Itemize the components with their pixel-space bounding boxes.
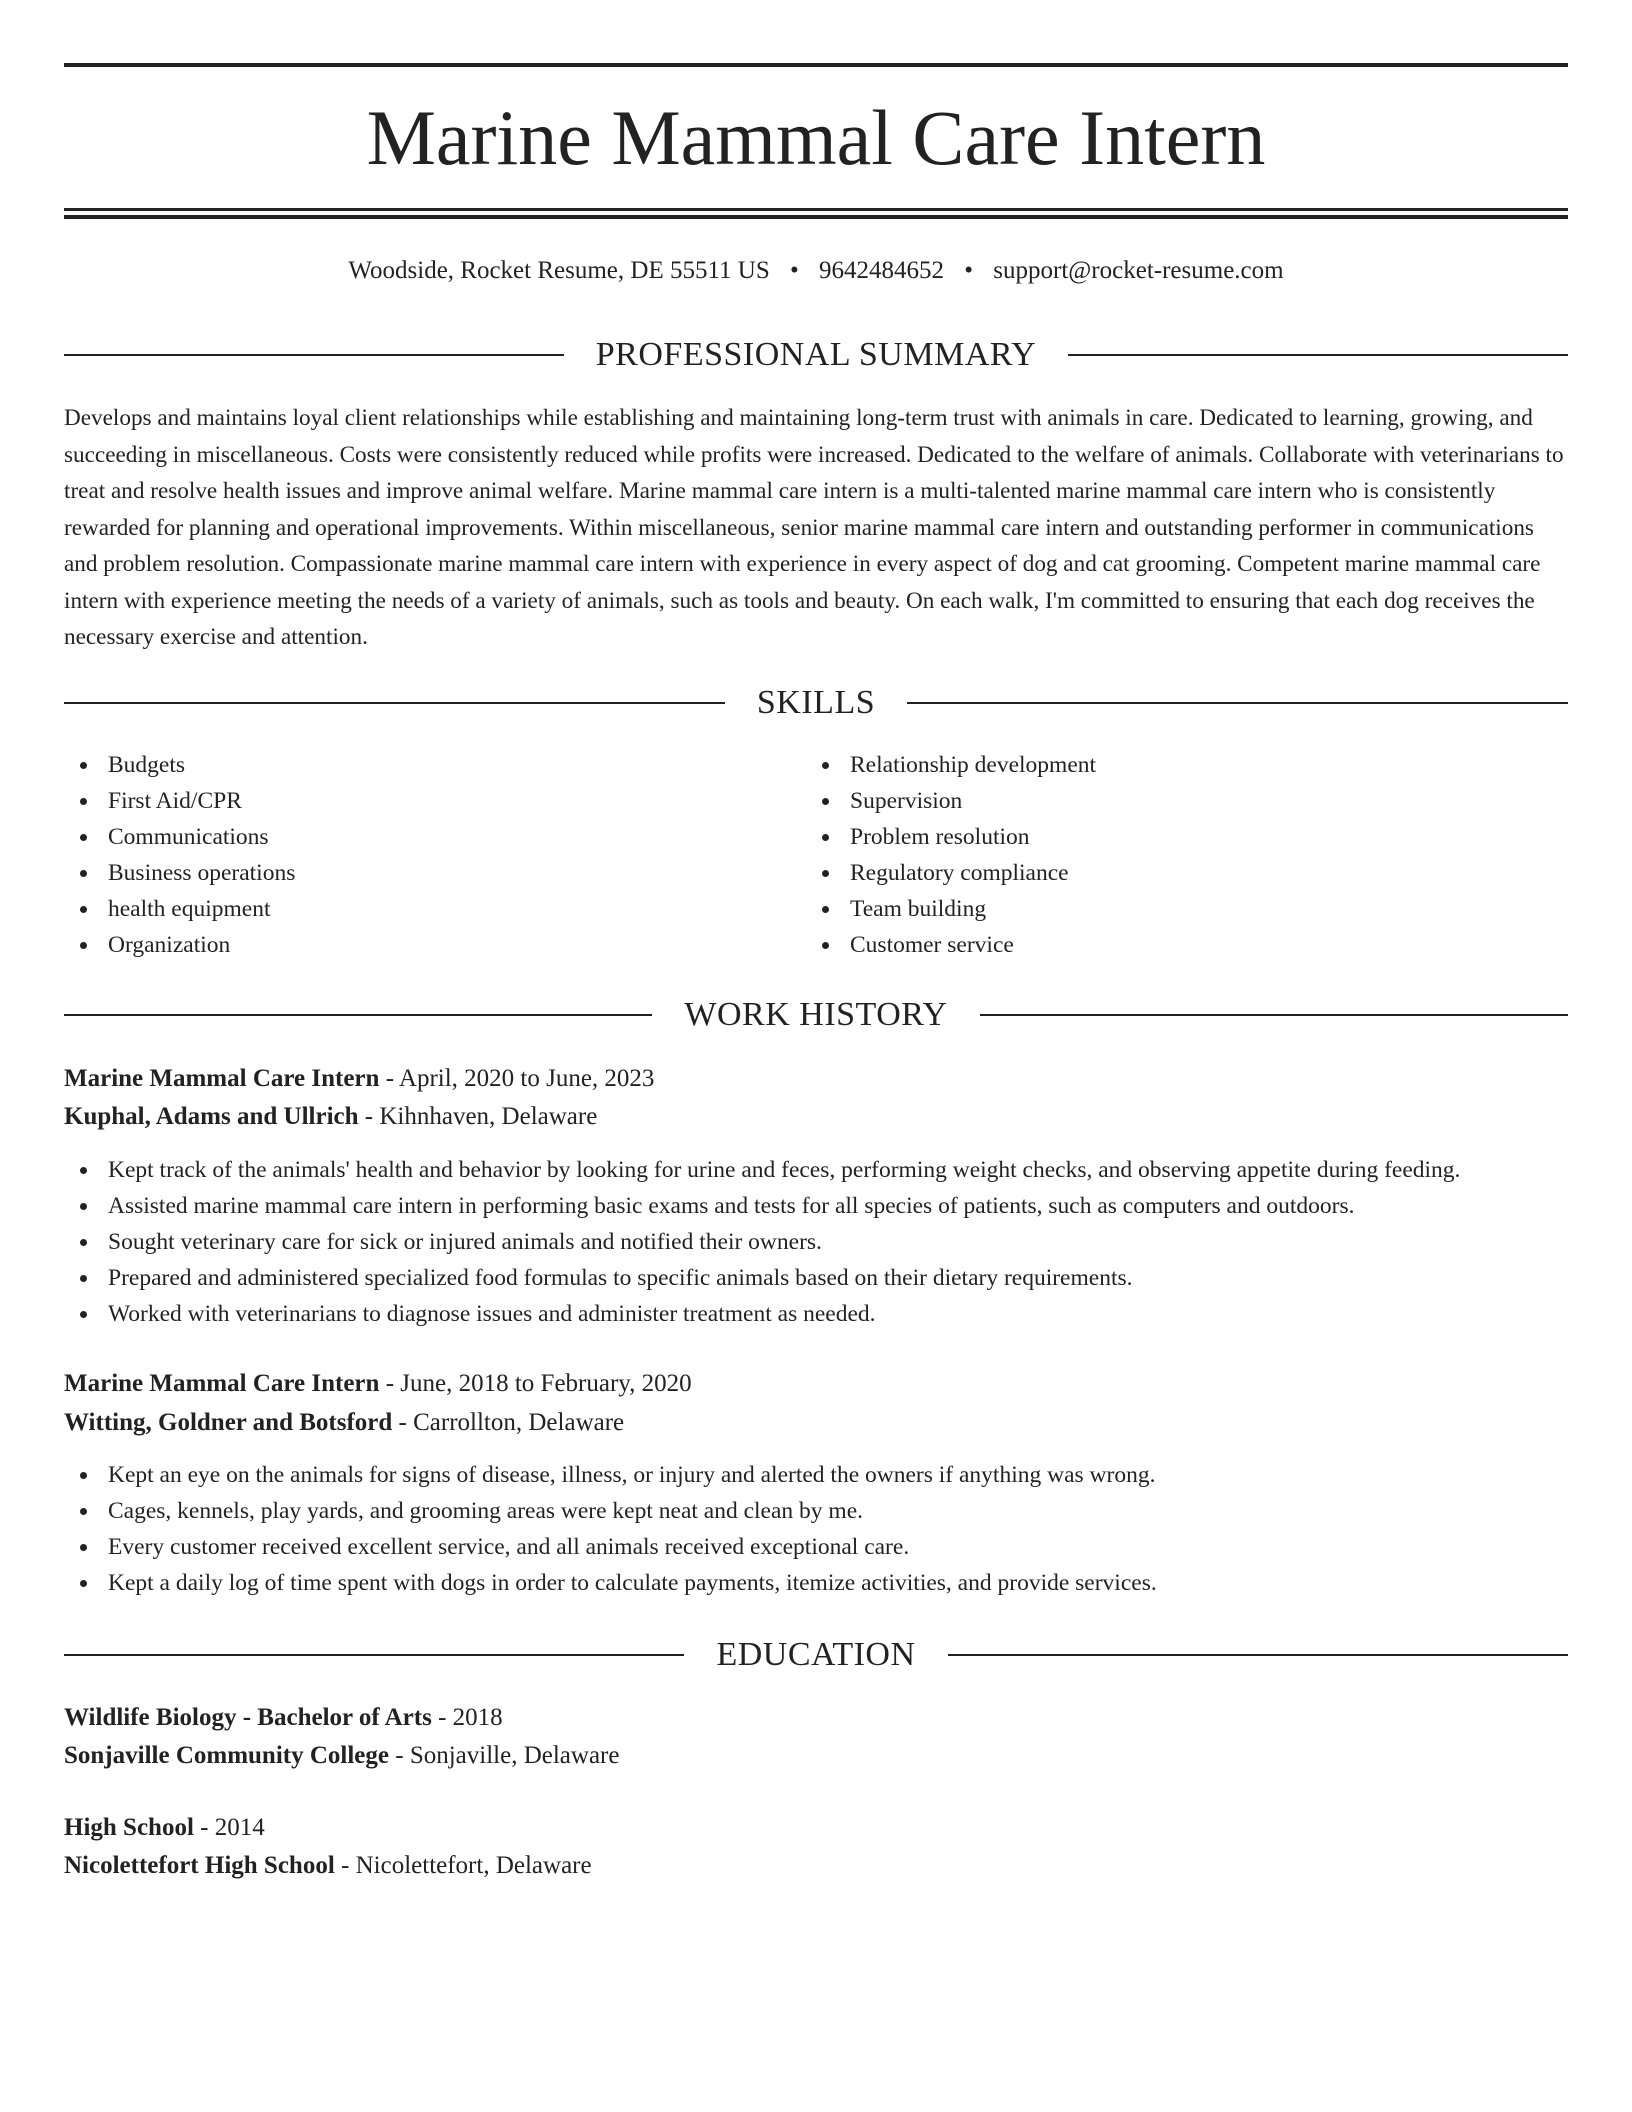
education-degree: High School: [64, 1814, 194, 1841]
contact-address: Woodside, Rocket Resume, DE 55511 US: [348, 257, 770, 284]
job-title-line: [64, 1061, 654, 1097]
job-bullets: [64, 1457, 1157, 1601]
section-title: WORK HISTORY: [684, 996, 948, 1033]
skill-item: Business operations: [64, 855, 295, 891]
heading-rule: [907, 702, 1568, 704]
section-heading-education: [64, 1635, 1568, 1675]
skill-item: Supervision: [806, 783, 1096, 819]
contact-separator: •: [964, 257, 974, 284]
education-degree: Wildlife Biology - Bachelor of Arts: [64, 1704, 432, 1731]
education-location: - Nicolettefort, Delaware: [334, 1852, 592, 1879]
job-bullet: Assisted marine mammal care intern in performing basic exams and tests for all species of patients, such as computers and outdoors.: [64, 1188, 1460, 1224]
section-title: PROFESSIONAL SUMMARY: [595, 336, 1037, 373]
section-heading-summary: [64, 335, 1568, 375]
job-location: - Carrollton, Delaware: [392, 1409, 625, 1436]
skills-list-right: [806, 747, 1096, 963]
job-bullet: Kept an eye on the animals for signs of disease, illness, or injury and alerted the owners if anything was wrong.: [64, 1457, 1157, 1493]
heading-rule: [64, 1654, 684, 1656]
job-location: - Kihnhaven, Delaware: [358, 1103, 598, 1130]
job-bullet: Worked with veterinarians to diagnose issues and administer treatment as needed.: [64, 1296, 1460, 1332]
education-school: Nicolettefort High School: [64, 1852, 335, 1879]
heading-rule: [64, 354, 564, 356]
heading-rule: [64, 702, 725, 704]
education-school-line: [64, 1848, 592, 1884]
job-company: Kuphal, Adams and Ullrich: [64, 1103, 359, 1130]
title-rule-upper: [64, 208, 1568, 211]
education-degree-line: [64, 1810, 265, 1846]
education-year: - 2014: [193, 1814, 265, 1841]
job-bullet: Kept a daily log of time spent with dogs in order to calculate payments, itemize activities, and provide services.: [64, 1565, 1157, 1601]
job-dates: - June, 2018 to February, 2020: [379, 1370, 692, 1397]
education-location: - Sonjaville, Delaware: [389, 1742, 620, 1769]
job-company: Witting, Goldner and Botsford: [64, 1409, 393, 1436]
job-role: Marine Mammal Care Intern: [64, 1065, 380, 1092]
title-rule-lower: [64, 215, 1568, 219]
job-bullet: Prepared and administered specialized food formulas to specific animals based on their dietary requirements.: [64, 1260, 1460, 1296]
education-school-line: [64, 1738, 619, 1774]
skill-item: First Aid/CPR: [64, 783, 295, 819]
heading-rule: [1068, 354, 1568, 356]
skill-item: Organization: [64, 927, 295, 963]
job-bullet: Sought veterinary care for sick or injured animals and notified their owners.: [64, 1224, 1460, 1260]
contact-line: [64, 254, 1568, 288]
job-bullet: Kept track of the animals' health and behavior by looking for urine and feces, performing weight checks, and observing appetite during feeding.: [64, 1152, 1460, 1188]
skill-item: Communications: [64, 819, 295, 855]
skill-item: Regulatory compliance: [806, 855, 1096, 891]
skill-item: Relationship development: [806, 747, 1096, 783]
job-role: Marine Mammal Care Intern: [64, 1370, 380, 1397]
education-school: Sonjaville Community College: [64, 1742, 389, 1769]
contact-phone: 9642484652: [819, 257, 945, 284]
skill-item: Budgets: [64, 747, 295, 783]
job-company-line: [64, 1099, 597, 1135]
section-title: EDUCATION: [716, 1636, 916, 1673]
contact-separator: •: [790, 257, 799, 284]
section-title: SKILLS: [756, 684, 876, 721]
skill-item: Problem resolution: [806, 819, 1096, 855]
job-company-line: [64, 1405, 624, 1441]
page-title: Marine Mammal Care Intern: [366, 94, 1266, 181]
job-bullets: [64, 1152, 1460, 1332]
job-bullet: Cages, kennels, play yards, and grooming areas were kept neat and clean by me.: [64, 1493, 1157, 1529]
job-dates: - April, 2020 to June, 2023: [379, 1065, 655, 1092]
skills-list-left: [64, 747, 295, 963]
heading-rule: [948, 1654, 1568, 1656]
education-year: - 2018: [431, 1704, 503, 1731]
heading-rule: [980, 1014, 1568, 1016]
section-heading-skills: [64, 683, 1568, 723]
contact-email: support@rocket-resume.com: [993, 257, 1284, 284]
job-title-line: [64, 1366, 692, 1402]
job-bullet: Every customer received excellent service, and all animals received exceptional care.: [64, 1529, 1157, 1565]
education-degree-line: [64, 1700, 503, 1736]
top-rule: [64, 63, 1568, 67]
summary-paragraph: Develops and maintains loyal client relationships while establishing and maintaining long-term trust with animals in care. Dedicated to learning, growing, and succeeding in miscellaneous. Costs were consistently reduced while profits were increased. Dedicated to the welfare of animals. Collaborate with veterinarians to treat and resolve health issues and improve animal welfare. Marine mammal care intern is a multi-talented marine mammal care intern who is consistently rewarded for planning and operational improvements. Within miscellaneous, senior marine mammal care intern and outstanding performer in communications and problem resolution. Compassionate marine mammal care intern with experience in every aspect of dog and cat grooming. Competent marine mammal care intern with experience meeting the needs of a variety of animals, such as tools and beauty. On each walk, I'm committed to ensuring that each dog receives the necessary exercise and attention.: [64, 405, 1564, 650]
heading-rule: [64, 1014, 652, 1016]
skill-item: health equipment: [64, 891, 295, 927]
skill-item: Customer service: [806, 927, 1096, 963]
section-heading-work: [64, 995, 1568, 1035]
skill-item: Team building: [806, 891, 1096, 927]
